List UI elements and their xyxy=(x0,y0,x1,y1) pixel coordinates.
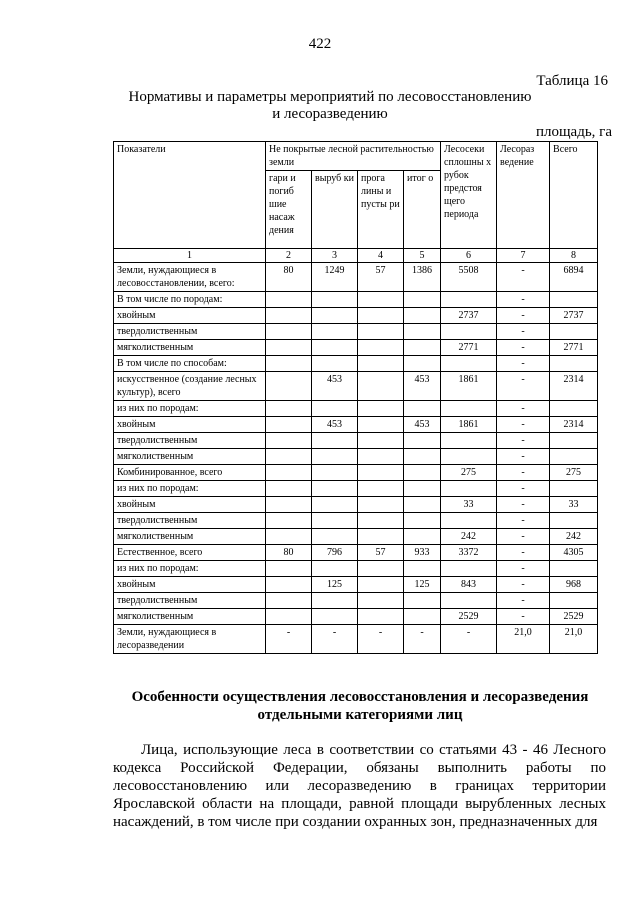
row-label-cell: из них по породам: xyxy=(114,561,266,577)
value-cell xyxy=(312,481,358,497)
value-cell xyxy=(550,449,598,465)
value-cell: - xyxy=(497,340,550,356)
table-row xyxy=(114,401,598,417)
value-cell xyxy=(312,340,358,356)
index-row xyxy=(114,249,598,263)
value-cell: 2529 xyxy=(550,609,598,625)
value-cell xyxy=(266,433,312,449)
value-cell xyxy=(550,356,598,372)
value-cell: 4305 xyxy=(550,545,598,561)
value-cell xyxy=(312,497,358,513)
value-cell: 453 xyxy=(312,372,358,401)
row-label-cell: хвойным xyxy=(114,577,266,593)
table-row xyxy=(114,513,598,529)
section-heading: Особенности осуществления лесовосстановления и лесоразведения отдельными категориями лиц xyxy=(131,689,589,723)
value-cell xyxy=(358,417,404,433)
value-cell: - xyxy=(497,481,550,497)
norms-table xyxy=(113,141,598,654)
value-cell: 57 xyxy=(358,263,404,292)
value-cell xyxy=(550,561,598,577)
value-cell: 1249 xyxy=(312,263,358,292)
value-cell xyxy=(266,356,312,372)
value-cell xyxy=(404,401,441,417)
table-title xyxy=(120,89,540,123)
value-cell: 933 xyxy=(404,545,441,561)
value-cell: 242 xyxy=(441,529,497,545)
table-row xyxy=(114,308,598,324)
value-cell xyxy=(404,593,441,609)
value-cell: 80 xyxy=(266,263,312,292)
value-cell xyxy=(404,529,441,545)
value-cell: 80 xyxy=(266,545,312,561)
value-cell xyxy=(404,433,441,449)
row-label-cell: мягколиственным xyxy=(114,609,266,625)
table-label: Таблица 16 xyxy=(536,73,608,89)
value-cell xyxy=(266,308,312,324)
value-cell: 968 xyxy=(550,577,598,593)
table-row xyxy=(114,561,598,577)
table-row xyxy=(114,417,598,433)
table-row xyxy=(114,324,598,340)
header-burned: гари и погиб шие насаж дения xyxy=(266,171,312,249)
row-label-cell: Земли, нуждающиеся в лесовосстановлении, всего: xyxy=(114,263,266,292)
table-row xyxy=(114,372,598,401)
value-cell xyxy=(312,324,358,340)
value-cell xyxy=(358,497,404,513)
value-cell: - xyxy=(497,609,550,625)
table-row xyxy=(114,465,598,481)
table-row xyxy=(114,529,598,545)
table-row xyxy=(114,593,598,609)
table-row xyxy=(114,497,598,513)
value-cell: - xyxy=(497,308,550,324)
value-cell xyxy=(312,433,358,449)
value-cell xyxy=(550,513,598,529)
value-cell xyxy=(404,324,441,340)
row-label-cell: мягколиственным xyxy=(114,529,266,545)
value-cell xyxy=(358,609,404,625)
value-cell xyxy=(358,449,404,465)
value-cell xyxy=(358,372,404,401)
value-cell xyxy=(312,529,358,545)
value-cell: 125 xyxy=(312,577,358,593)
value-cell: 2529 xyxy=(441,609,497,625)
value-cell xyxy=(404,609,441,625)
value-cell: 57 xyxy=(358,545,404,561)
row-label-cell: искусственное (создание лесных культур), всего xyxy=(114,372,266,401)
value-cell: - xyxy=(497,513,550,529)
unit-label: площадь, га xyxy=(535,124,612,140)
value-cell xyxy=(441,481,497,497)
value-cell xyxy=(441,292,497,308)
table-row xyxy=(114,340,598,356)
value-cell: - xyxy=(497,417,550,433)
row-label-cell: В том числе по способам: xyxy=(114,356,266,372)
table-row xyxy=(114,577,598,593)
row-label-cell: мягколиственным xyxy=(114,449,266,465)
value-cell: 6894 xyxy=(550,263,598,292)
value-cell: - xyxy=(497,561,550,577)
value-cell: - xyxy=(497,433,550,449)
row-label-cell: твердолиственным xyxy=(114,593,266,609)
value-cell xyxy=(312,401,358,417)
value-cell xyxy=(266,324,312,340)
value-cell xyxy=(358,529,404,545)
value-cell xyxy=(266,577,312,593)
value-cell: 2314 xyxy=(550,417,598,433)
header-afforestation: Лесораз ведение xyxy=(497,142,550,249)
value-cell: - xyxy=(312,625,358,654)
table-title-line-1: Нормативы и параметры мероприятий по лесовосстановлению xyxy=(128,89,532,105)
value-cell xyxy=(404,292,441,308)
table-row xyxy=(114,356,598,372)
value-cell: 796 xyxy=(312,545,358,561)
value-cell xyxy=(312,465,358,481)
value-cell xyxy=(404,497,441,513)
value-cell xyxy=(441,324,497,340)
value-cell: 2771 xyxy=(550,340,598,356)
row-label-cell: мягколиственным xyxy=(114,340,266,356)
value-cell: - xyxy=(497,263,550,292)
value-cell: 2771 xyxy=(441,340,497,356)
table-row xyxy=(114,292,598,308)
value-cell: - xyxy=(497,529,550,545)
value-cell: - xyxy=(497,372,550,401)
value-cell xyxy=(404,513,441,529)
value-cell xyxy=(358,513,404,529)
value-cell xyxy=(266,372,312,401)
value-cell xyxy=(550,324,598,340)
body-paragraph: Лица, использующие леса в соответствии со статьями 43 - 46 Лесного кодекса Российской Федерации, обязаны выполнить работы по лесовосстановлению или лесоразведению в границах территории Ярославской области на площади, равной площади вырубленных лесных насаждений, в том числе при создании охранных зон, предназначенных для xyxy=(113,742,606,830)
table-row xyxy=(114,449,598,465)
value-cell xyxy=(550,401,598,417)
value-cell: 125 xyxy=(404,577,441,593)
index-cell: 4 xyxy=(358,249,404,263)
table-title-line-2: и лесоразведению xyxy=(272,106,388,122)
value-cell xyxy=(404,449,441,465)
index-cell: 3 xyxy=(312,249,358,263)
value-cell: - xyxy=(497,465,550,481)
value-cell xyxy=(312,561,358,577)
value-cell: - xyxy=(497,324,550,340)
row-label-cell: Земли, нуждающиеся в лесоразведении xyxy=(114,625,266,654)
header-cut: выруб ки xyxy=(312,171,358,249)
row-label-cell: хвойным xyxy=(114,497,266,513)
table-row xyxy=(114,481,598,497)
value-cell xyxy=(312,513,358,529)
value-cell xyxy=(404,561,441,577)
value-cell: - xyxy=(441,625,497,654)
value-cell: 453 xyxy=(404,417,441,433)
value-cell xyxy=(358,401,404,417)
value-cell xyxy=(358,593,404,609)
value-cell xyxy=(441,593,497,609)
value-cell xyxy=(441,561,497,577)
value-cell xyxy=(550,433,598,449)
value-cell: - xyxy=(497,577,550,593)
index-cell: 1 xyxy=(114,249,266,263)
header-total: Всего xyxy=(550,142,598,249)
row-label-cell: твердолиственным xyxy=(114,433,266,449)
value-cell xyxy=(266,292,312,308)
value-cell: 275 xyxy=(441,465,497,481)
value-cell xyxy=(358,324,404,340)
value-cell xyxy=(266,340,312,356)
value-cell xyxy=(441,513,497,529)
table-row xyxy=(114,263,598,292)
value-cell xyxy=(441,401,497,417)
value-cell: - xyxy=(497,292,550,308)
value-cell: 21,0 xyxy=(497,625,550,654)
row-label-cell: из них по породам: xyxy=(114,481,266,497)
value-cell xyxy=(312,449,358,465)
header-row-1 xyxy=(114,142,598,171)
value-cell: 33 xyxy=(550,497,598,513)
value-cell xyxy=(312,609,358,625)
value-cell xyxy=(441,356,497,372)
value-cell: - xyxy=(497,401,550,417)
value-cell xyxy=(550,481,598,497)
row-label-cell: хвойным xyxy=(114,417,266,433)
value-cell xyxy=(312,308,358,324)
row-label-cell: Комбинированное, всего xyxy=(114,465,266,481)
header-indicators: Показатели xyxy=(114,142,266,249)
row-label-cell: из них по породам: xyxy=(114,401,266,417)
header-clearcut: Лесосеки сплошны х рубок предстоя щего периода xyxy=(441,142,497,249)
value-cell xyxy=(358,340,404,356)
value-cell xyxy=(266,609,312,625)
index-cell: 6 xyxy=(441,249,497,263)
value-cell xyxy=(550,593,598,609)
value-cell: - xyxy=(404,625,441,654)
value-cell: - xyxy=(497,356,550,372)
value-cell xyxy=(358,577,404,593)
value-cell xyxy=(358,481,404,497)
value-cell xyxy=(358,292,404,308)
value-cell: 453 xyxy=(312,417,358,433)
header-glades: прога лины и пусты ри xyxy=(358,171,404,249)
value-cell xyxy=(266,593,312,609)
value-cell xyxy=(404,356,441,372)
value-cell xyxy=(404,465,441,481)
value-cell xyxy=(312,593,358,609)
value-cell: - xyxy=(497,593,550,609)
value-cell: - xyxy=(497,497,550,513)
value-cell: - xyxy=(266,625,312,654)
value-cell: 2314 xyxy=(550,372,598,401)
row-label-cell: твердолиственным xyxy=(114,513,266,529)
value-cell xyxy=(358,561,404,577)
table-row xyxy=(114,545,598,561)
index-cell: 7 xyxy=(497,249,550,263)
value-cell: 242 xyxy=(550,529,598,545)
row-label-cell: твердолиственным xyxy=(114,324,266,340)
value-cell xyxy=(266,497,312,513)
value-cell xyxy=(358,433,404,449)
value-cell: 1386 xyxy=(404,263,441,292)
index-cell: 5 xyxy=(404,249,441,263)
value-cell xyxy=(358,308,404,324)
value-cell xyxy=(266,465,312,481)
value-cell: 843 xyxy=(441,577,497,593)
row-label-cell: хвойным xyxy=(114,308,266,324)
table-row xyxy=(114,625,598,654)
value-cell: 3372 xyxy=(441,545,497,561)
index-cell: 8 xyxy=(550,249,598,263)
table-row xyxy=(114,609,598,625)
value-cell: 1861 xyxy=(441,417,497,433)
row-label-cell: В том числе по породам: xyxy=(114,292,266,308)
row-label-cell: Естественное, всего xyxy=(114,545,266,561)
value-cell xyxy=(358,356,404,372)
value-cell xyxy=(441,433,497,449)
value-cell xyxy=(312,356,358,372)
value-cell: 453 xyxy=(404,372,441,401)
value-cell xyxy=(404,308,441,324)
value-cell: 2737 xyxy=(441,308,497,324)
value-cell: 1861 xyxy=(441,372,497,401)
table-row xyxy=(114,433,598,449)
value-cell: 33 xyxy=(441,497,497,513)
value-cell xyxy=(441,449,497,465)
value-cell: 2737 xyxy=(550,308,598,324)
value-cell: 275 xyxy=(550,465,598,481)
value-cell xyxy=(266,401,312,417)
value-cell xyxy=(266,513,312,529)
value-cell: 5508 xyxy=(441,263,497,292)
value-cell xyxy=(404,481,441,497)
header-not-covered: Не покрытые лесной растительностью земли xyxy=(266,142,441,171)
value-cell xyxy=(404,340,441,356)
header-total-nc: итог о xyxy=(404,171,441,249)
value-cell xyxy=(266,529,312,545)
value-cell xyxy=(266,561,312,577)
value-cell: - xyxy=(358,625,404,654)
value-cell: - xyxy=(497,545,550,561)
value-cell xyxy=(266,449,312,465)
page-number: 422 xyxy=(308,36,332,52)
value-cell xyxy=(266,481,312,497)
value-cell xyxy=(266,417,312,433)
value-cell: - xyxy=(497,449,550,465)
value-cell xyxy=(358,465,404,481)
value-cell xyxy=(312,292,358,308)
index-cell: 2 xyxy=(266,249,312,263)
value-cell xyxy=(550,292,598,308)
value-cell: 21,0 xyxy=(550,625,598,654)
